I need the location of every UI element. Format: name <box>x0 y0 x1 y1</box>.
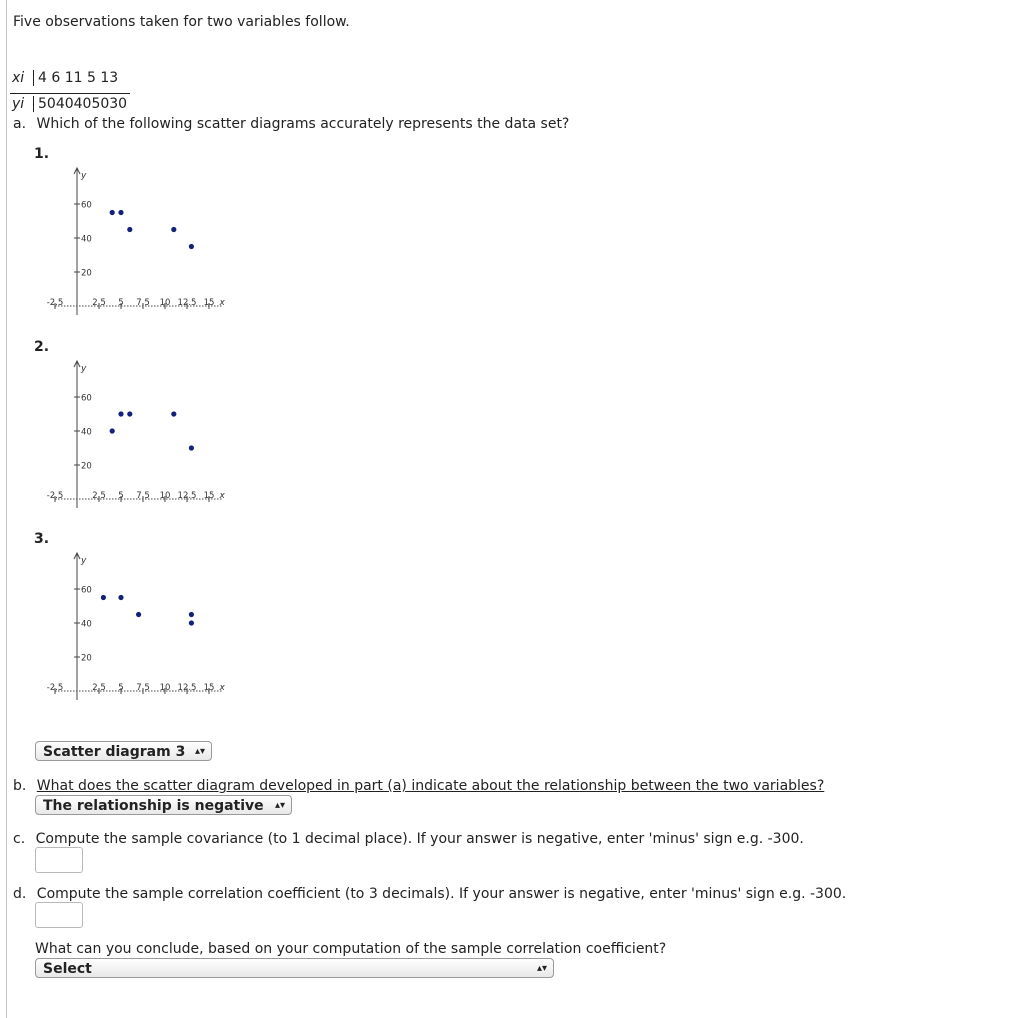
x-tick-label: -2.5 <box>46 491 64 501</box>
question-c-letter: c. <box>13 831 26 847</box>
conclusion-select-value: Select <box>43 961 92 977</box>
question-d-letter: d. <box>13 886 27 902</box>
x-tick-label: 12.5 <box>177 491 197 501</box>
option-2-label: 2. <box>34 339 50 355</box>
covariance-input[interactable] <box>35 847 83 873</box>
x-tick-label: 2.5 <box>92 298 106 308</box>
x-tick-label: 10 <box>159 298 171 308</box>
x-tick-label: 7.5 <box>136 298 150 308</box>
intro-text: Five observations taken for two variables follow. <box>13 14 350 30</box>
x-tick-label: 12.5 <box>177 683 197 693</box>
table-divider <box>10 93 130 94</box>
data-point <box>136 612 141 617</box>
question-a <box>13 116 569 132</box>
x-tick-label: 2.5 <box>92 683 106 693</box>
y-tick-label: 60 <box>81 585 92 596</box>
data-point <box>189 244 194 249</box>
table-row-x <box>12 70 118 86</box>
x-values: 4 6 11 5 13 <box>33 70 118 86</box>
data-point <box>101 595 106 600</box>
select-arrows-icon: ▴▾ <box>194 746 205 757</box>
data-point <box>189 445 194 450</box>
question-b-letter: b. <box>13 778 27 794</box>
y-tick-label: 60 <box>81 393 92 404</box>
y-tick-label: 40 <box>81 619 92 630</box>
y-tick-label: 20 <box>81 461 92 472</box>
question-c <box>13 831 804 847</box>
x-tick-label: 5 <box>118 491 124 501</box>
data-point <box>118 210 123 215</box>
x-tick-label: 5 <box>118 298 124 308</box>
question-a-letter: a. <box>13 116 27 132</box>
select-arrows-icon: ▴▾ <box>536 963 547 974</box>
question-panel <box>6 0 1024 1018</box>
correlation-input[interactable] <box>35 902 83 928</box>
table-row-y <box>12 96 127 112</box>
conclusion-select[interactable] <box>35 958 554 978</box>
conclusion-question: What can you conclude, based on your computation of the sample correlation coefficient? <box>35 941 667 957</box>
data-point <box>110 210 115 215</box>
scatter-chart-3 <box>30 548 280 700</box>
x-label: xi <box>12 70 25 86</box>
data-point <box>127 227 132 232</box>
question-d <box>13 886 846 902</box>
data-point <box>171 227 176 232</box>
y-axis-label: y <box>81 556 87 566</box>
data-point <box>118 411 123 416</box>
x-tick-label: 12.5 <box>177 298 197 308</box>
x-tick-label: 15 <box>203 491 215 501</box>
y-tick-label: 40 <box>81 234 92 245</box>
scatter-chart-1 <box>30 163 280 315</box>
x-tick-label: 10 <box>159 683 171 693</box>
y-tick-label: 20 <box>81 268 92 279</box>
x-tick-label: 7.5 <box>136 683 150 693</box>
select-arrows-icon: ▴▾ <box>274 800 285 811</box>
x-tick-label: 5 <box>118 683 124 693</box>
y-tick-label: 20 <box>81 653 92 664</box>
scatter-diagram-select[interactable] <box>35 741 212 761</box>
data-point <box>171 411 176 416</box>
scatter-chart-2 <box>30 356 280 508</box>
x-tick-label: 2.5 <box>92 491 106 501</box>
data-point <box>127 411 132 416</box>
scatter-diagram-select-value: Scatter diagram 3 <box>43 744 186 760</box>
x-tick-label: -2.5 <box>46 683 64 693</box>
option-3-label: 3. <box>34 531 50 547</box>
y-tick-label: 60 <box>81 200 92 211</box>
x-tick-label: -2.5 <box>46 298 64 308</box>
y-label: yi <box>12 96 25 112</box>
x-axis-label: x <box>219 298 225 308</box>
question-b-text: What does the scatter diagram developed in part (a) indicate about the relationship between the two variables? <box>36 778 825 794</box>
y-axis-label: y <box>81 171 87 181</box>
x-axis-label: x <box>219 491 225 501</box>
question-d-text: Compute the sample correlation coefficient (to 3 decimals). If your answer is negative, enter 'minus' sign e.g. -300. <box>36 886 847 902</box>
data-point <box>110 428 115 433</box>
x-tick-label: 10 <box>159 491 171 501</box>
x-tick-label: 15 <box>203 298 215 308</box>
question-c-text: Compute the sample covariance (to 1 decimal place). If your answer is negative, enter 'minus' sign e.g. -300. <box>35 831 804 847</box>
question-a-text: Which of the following scatter diagrams accurately represents the data set? <box>36 116 570 132</box>
y-tick-label: 40 <box>81 427 92 438</box>
data-point <box>189 612 194 617</box>
x-axis-label: x <box>219 683 225 693</box>
x-tick-label: 15 <box>203 683 215 693</box>
option-1-label: 1. <box>34 146 50 162</box>
y-values: 5040405030 <box>33 96 127 112</box>
question-b <box>13 778 824 794</box>
data-point <box>189 620 194 625</box>
relationship-select-value: The relationship is negative <box>43 798 264 814</box>
x-tick-label: 7.5 <box>136 491 150 501</box>
y-axis-label: y <box>81 364 87 374</box>
data-point <box>118 595 123 600</box>
relationship-select[interactable] <box>35 795 292 815</box>
